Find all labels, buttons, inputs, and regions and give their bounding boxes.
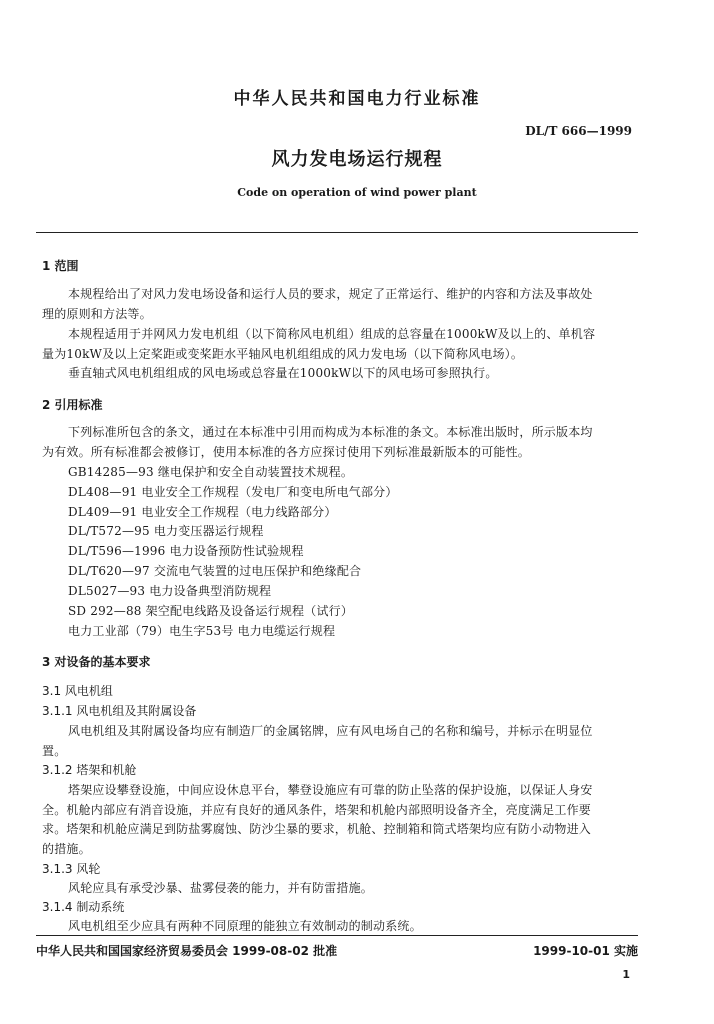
paragraph-line: 垂直轴式风电机组组成的风电场或总容量在1000kW以下的风电场可参照执行。 (68, 366, 498, 380)
page-number: 1 (622, 968, 630, 981)
paragraph-line: 求。塔架和机舱应满足到防盐雾腐蚀、防沙尘暴的要求，机舱、控制箱和筒式塔架均应有防小动物进入 (42, 822, 592, 836)
section-1-heading: 1 范围 (42, 259, 79, 273)
approval-statement: 中华人民共和国国家经济贸易委员会 1999-08-02 批准 (36, 944, 338, 958)
paragraph-line: 塔架应设攀登设施，中间应设休息平台，攀登设施应有可靠的防止坠落的保护设施，以保证人身安 (68, 783, 593, 797)
reference-item: GB14285—93 继电保护和安全自动装置技术规程。 (68, 465, 354, 479)
reference-item: DL/T572—95 电力变压器运行规程 (68, 524, 264, 538)
reference-item: 电力工业部（79）电生字53号 电力电缆运行规程 (68, 624, 336, 638)
paragraph-line: 量为10kW及以上定桨距或变桨距水平轴风电机组组成的风力发电场（以下简称风电场）。 (42, 347, 524, 361)
reference-item: SD 292—88 架空配电线路及设备运行规程（试行） (68, 604, 354, 618)
paragraph-line: 的措施。 (42, 842, 91, 856)
paragraph-line: 本规程给出了对风力发电场设备和运行人员的要求，规定了正常运行、维护的内容和方法及事故处 (68, 287, 593, 301)
reference-item: DL/T620—97 交流电气装置的过电压保护和绝缘配合 (68, 564, 362, 578)
top-divider (36, 232, 638, 233)
paragraph-line: 下列标准所包含的条文，通过在本标准中引用而构成为本标准的条文。本标准出版时，所示版本均 (68, 425, 593, 439)
section-2-heading: 2 引用标准 (42, 398, 103, 412)
subsection-heading: 3.1.1 风电机组及其附属设备 (42, 704, 197, 718)
document-title: 风力发电场运行规程 (271, 149, 443, 170)
reference-item: DL408—91 电业安全工作规程（发电厂和变电所电气部分） (68, 485, 398, 499)
paragraph-line: 全。机舱内部应有消音设施，并应有良好的通风条件，塔架和机舱内部照明设备齐全，亮度满足工作要 (42, 803, 592, 817)
paragraph-line: 理的原则和方法等。 (42, 307, 152, 321)
paragraph-line: 为有效。所有标准都会被修订，使用本标准的各方应探讨使用下列标准最新版本的可能性。 (42, 445, 531, 459)
paragraph-line: 置。 (42, 744, 67, 758)
paragraph-line: 风轮应具有承受沙暴、盐雾侵袭的能力，并有防雷措施。 (68, 881, 374, 895)
footer-divider (36, 935, 638, 936)
reference-item: DL/T596—1996 电力设备预防性试验规程 (68, 544, 304, 558)
paragraph-line: 风电机组及其附属设备均应有制造厂的金属铭牌，应有风电场自己的名称和编号，并标示在明显位 (68, 724, 593, 738)
subsection-heading: 3.1.2 塔架和机舱 (42, 763, 137, 777)
standard-number: DL/T 666—1999 (525, 124, 632, 138)
document-title-english: Code on operation of wind power plant (237, 186, 477, 199)
implementation-date: 1999-10-01 实施 (533, 944, 638, 958)
reference-item: DL409—91 电业安全工作规程（电力线路部分） (68, 505, 337, 519)
standard-category-heading: 中华人民共和国电力行业标准 (233, 89, 481, 109)
subsection-heading: 3.1.3 风轮 (42, 862, 101, 876)
section-3-heading: 3 对设备的基本要求 (42, 655, 151, 669)
reference-item: DL5027—93 电力设备典型消防规程 (68, 584, 272, 598)
paragraph-line: 本规程适用于并网风力发电机组（以下简称风电机组）组成的总容量在1000kW及以上的、单机容 (68, 327, 596, 341)
paragraph-line: 风电机组至少应具有两种不同原理的能独立有效制动的制动系统。 (68, 919, 422, 933)
subsection-heading: 3.1.4 制动系统 (42, 900, 125, 914)
subsection-heading: 3.1 风电机组 (42, 684, 113, 698)
